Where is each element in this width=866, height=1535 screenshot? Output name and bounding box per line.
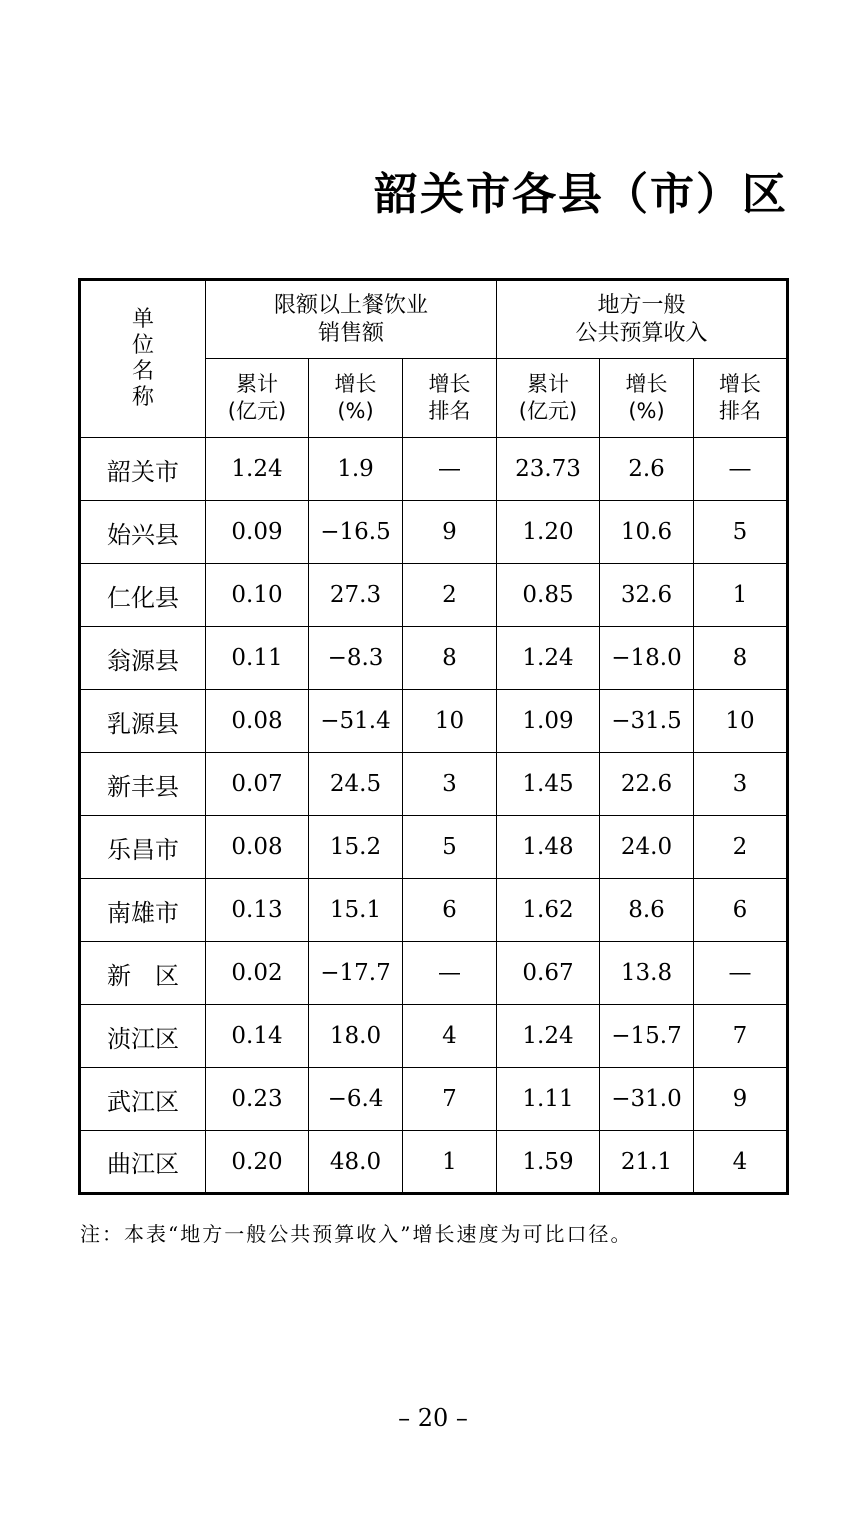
table-body bbox=[80, 438, 788, 1194]
revenue-rank-cell: — bbox=[694, 438, 788, 501]
revenue-rank-cell: 6 bbox=[694, 879, 788, 942]
table-row bbox=[80, 879, 788, 942]
revenue-cumulative-cell: 0.85 bbox=[497, 564, 600, 627]
revenue-growth-cell: 22.6 bbox=[600, 753, 694, 816]
revenue-rank-cell: 4 bbox=[694, 1131, 788, 1194]
catering-growth-cell: 24.5 bbox=[309, 753, 403, 816]
unit-header-char: 称 bbox=[131, 385, 154, 410]
table-row bbox=[80, 816, 788, 879]
revenue-growth-cell: −31.0 bbox=[600, 1068, 694, 1131]
revenue-cumulative-cell: 0.67 bbox=[497, 942, 600, 1005]
public-budget-revenue-header bbox=[497, 280, 788, 359]
catering-growth-cell: −16.5 bbox=[309, 501, 403, 564]
catering-rank-cell: 3 bbox=[403, 753, 497, 816]
catering-rank-cell: 7 bbox=[403, 1068, 497, 1131]
revenue-growth-cell: 13.8 bbox=[600, 942, 694, 1005]
revenue-growth-cell: 32.6 bbox=[600, 564, 694, 627]
table-row bbox=[80, 501, 788, 564]
revenue-rank-cell: 9 bbox=[694, 1068, 788, 1131]
unit-name-cell: 乳源县 bbox=[80, 690, 206, 753]
table-row bbox=[80, 438, 788, 501]
catering-growth-cell: 1.9 bbox=[309, 438, 403, 501]
revenue-growth-cell: 21.1 bbox=[600, 1131, 694, 1194]
revenue-growth-cell: −15.7 bbox=[600, 1005, 694, 1068]
sub-header-line: 增长 bbox=[334, 372, 377, 396]
catering-cumulative-cell: 0.02 bbox=[206, 942, 309, 1005]
unit-header-char: 单 bbox=[131, 307, 154, 332]
catering-cumulative-cell: 0.23 bbox=[206, 1068, 309, 1131]
unit-name-cell: 浈江区 bbox=[80, 1005, 206, 1068]
header-line: 限额以上餐饮业 bbox=[273, 292, 428, 318]
revenue-cumulative-cell: 1.20 bbox=[497, 501, 600, 564]
catering-cumulative-cell: 0.10 bbox=[206, 564, 309, 627]
catering-rank-cell: — bbox=[403, 438, 497, 501]
catering-growth-cell: 18.0 bbox=[309, 1005, 403, 1068]
catering-rank-cell: 10 bbox=[403, 690, 497, 753]
sub-header-line: 增长 bbox=[625, 372, 668, 396]
catering-growth-cell: −6.4 bbox=[309, 1068, 403, 1131]
revenue-rank-cell: 7 bbox=[694, 1005, 788, 1068]
catering-rank-cell: — bbox=[403, 942, 497, 1005]
catering-rank-cell: 5 bbox=[403, 816, 497, 879]
catering-rank-cell: 6 bbox=[403, 879, 497, 942]
header-line: 公共预算收入 bbox=[575, 320, 708, 346]
table-row bbox=[80, 690, 788, 753]
revenue-rank-cell: 8 bbox=[694, 627, 788, 690]
header-line: 销售额 bbox=[317, 320, 384, 346]
footnote: 注：本表“地方一般公共预算收入”增长速度为可比口径。 bbox=[80, 1222, 633, 1246]
revenue-cumulative-cell: 1.59 bbox=[497, 1131, 600, 1194]
unit-header-char: 名 bbox=[131, 359, 154, 384]
revenue-cumulative-cell: 1.62 bbox=[497, 879, 600, 942]
catering-cumulative-cell: 0.11 bbox=[206, 627, 309, 690]
header-line: 地方一般 bbox=[597, 292, 686, 318]
sub-header-line: (亿元) bbox=[227, 399, 287, 423]
sub-header-cumulative bbox=[206, 359, 309, 438]
catering-rank-cell: 1 bbox=[403, 1131, 497, 1194]
unit-header-char: 位 bbox=[131, 333, 154, 358]
unit-name-cell: 韶关市 bbox=[80, 438, 206, 501]
catering-growth-cell: 15.2 bbox=[309, 816, 403, 879]
unit-name-cell: 新丰县 bbox=[80, 753, 206, 816]
county-statistics-table bbox=[78, 278, 789, 1195]
revenue-rank-cell: 5 bbox=[694, 501, 788, 564]
catering-growth-cell: −8.3 bbox=[309, 627, 403, 690]
sub-header-line: 增长 bbox=[719, 372, 761, 396]
catering-growth-cell: 15.1 bbox=[309, 879, 403, 942]
revenue-growth-cell: −18.0 bbox=[600, 627, 694, 690]
revenue-rank-cell: 10 bbox=[694, 690, 788, 753]
revenue-cumulative-cell: 1.24 bbox=[497, 1005, 600, 1068]
catering-cumulative-cell: 1.24 bbox=[206, 438, 309, 501]
table-row bbox=[80, 1068, 788, 1131]
revenue-cumulative-cell: 1.11 bbox=[497, 1068, 600, 1131]
revenue-rank-cell: 1 bbox=[694, 564, 788, 627]
sub-header-cumulative bbox=[497, 359, 600, 438]
sub-header-line: (亿元) bbox=[518, 399, 578, 423]
unit-name-cell: 乐昌市 bbox=[80, 816, 206, 879]
revenue-cumulative-cell: 1.48 bbox=[497, 816, 600, 879]
sub-header-line: (%) bbox=[337, 399, 374, 423]
unit-name-cell: 仁化县 bbox=[80, 564, 206, 627]
table-row bbox=[80, 627, 788, 690]
catering-cumulative-cell: 0.07 bbox=[206, 753, 309, 816]
catering-growth-cell: 48.0 bbox=[309, 1131, 403, 1194]
unit-name-cell: 武江区 bbox=[80, 1068, 206, 1131]
sub-header-line: (%) bbox=[628, 399, 665, 423]
sub-header-line: 排名 bbox=[719, 399, 761, 423]
revenue-cumulative-cell: 23.73 bbox=[497, 438, 600, 501]
unit-name-cell: 新 区 bbox=[80, 942, 206, 1005]
catering-cumulative-cell: 0.20 bbox=[206, 1131, 309, 1194]
sub-header-rank bbox=[403, 359, 497, 438]
catering-rank-cell: 9 bbox=[403, 501, 497, 564]
revenue-growth-cell: −31.5 bbox=[600, 690, 694, 753]
page-title: 韶关市各县（市）区 bbox=[374, 169, 788, 220]
catering-growth-cell: 27.3 bbox=[309, 564, 403, 627]
catering-rank-cell: 2 bbox=[403, 564, 497, 627]
sub-header-rank bbox=[694, 359, 788, 438]
sub-header-line: 累计 bbox=[236, 372, 278, 396]
revenue-rank-cell: — bbox=[694, 942, 788, 1005]
catering-cumulative-cell: 0.14 bbox=[206, 1005, 309, 1068]
revenue-rank-cell: 2 bbox=[694, 816, 788, 879]
revenue-cumulative-cell: 1.09 bbox=[497, 690, 600, 753]
catering-sales-header bbox=[206, 280, 497, 359]
sub-header-growth bbox=[600, 359, 694, 438]
unit-name-cell: 翁源县 bbox=[80, 627, 206, 690]
catering-cumulative-cell: 0.09 bbox=[206, 501, 309, 564]
revenue-growth-cell: 2.6 bbox=[600, 438, 694, 501]
catering-rank-cell: 4 bbox=[403, 1005, 497, 1068]
revenue-rank-cell: 3 bbox=[694, 753, 788, 816]
table-row bbox=[80, 1005, 788, 1068]
unit-name-cell: 曲江区 bbox=[80, 1131, 206, 1194]
catering-growth-cell: −51.4 bbox=[309, 690, 403, 753]
revenue-cumulative-cell: 1.45 bbox=[497, 753, 600, 816]
sub-header-line: 增长 bbox=[428, 372, 471, 396]
table-row bbox=[80, 942, 788, 1005]
revenue-growth-cell: 24.0 bbox=[600, 816, 694, 879]
catering-rank-cell: 8 bbox=[403, 627, 497, 690]
unit-name-cell: 南雄市 bbox=[80, 879, 206, 942]
table-row bbox=[80, 564, 788, 627]
unit-name-header bbox=[80, 280, 206, 438]
revenue-growth-cell: 8.6 bbox=[600, 879, 694, 942]
page-number: – 20 – bbox=[398, 1404, 468, 1432]
table-row bbox=[80, 1131, 788, 1194]
catering-cumulative-cell: 0.13 bbox=[206, 879, 309, 942]
catering-growth-cell: −17.7 bbox=[309, 942, 403, 1005]
unit-name-cell: 始兴县 bbox=[80, 501, 206, 564]
sub-header-growth bbox=[309, 359, 403, 438]
catering-cumulative-cell: 0.08 bbox=[206, 816, 309, 879]
revenue-cumulative-cell: 1.24 bbox=[497, 627, 600, 690]
sub-header-line: 排名 bbox=[428, 399, 471, 423]
sub-header-line: 累计 bbox=[527, 372, 569, 396]
catering-cumulative-cell: 0.08 bbox=[206, 690, 309, 753]
table-row bbox=[80, 753, 788, 816]
revenue-growth-cell: 10.6 bbox=[600, 501, 694, 564]
